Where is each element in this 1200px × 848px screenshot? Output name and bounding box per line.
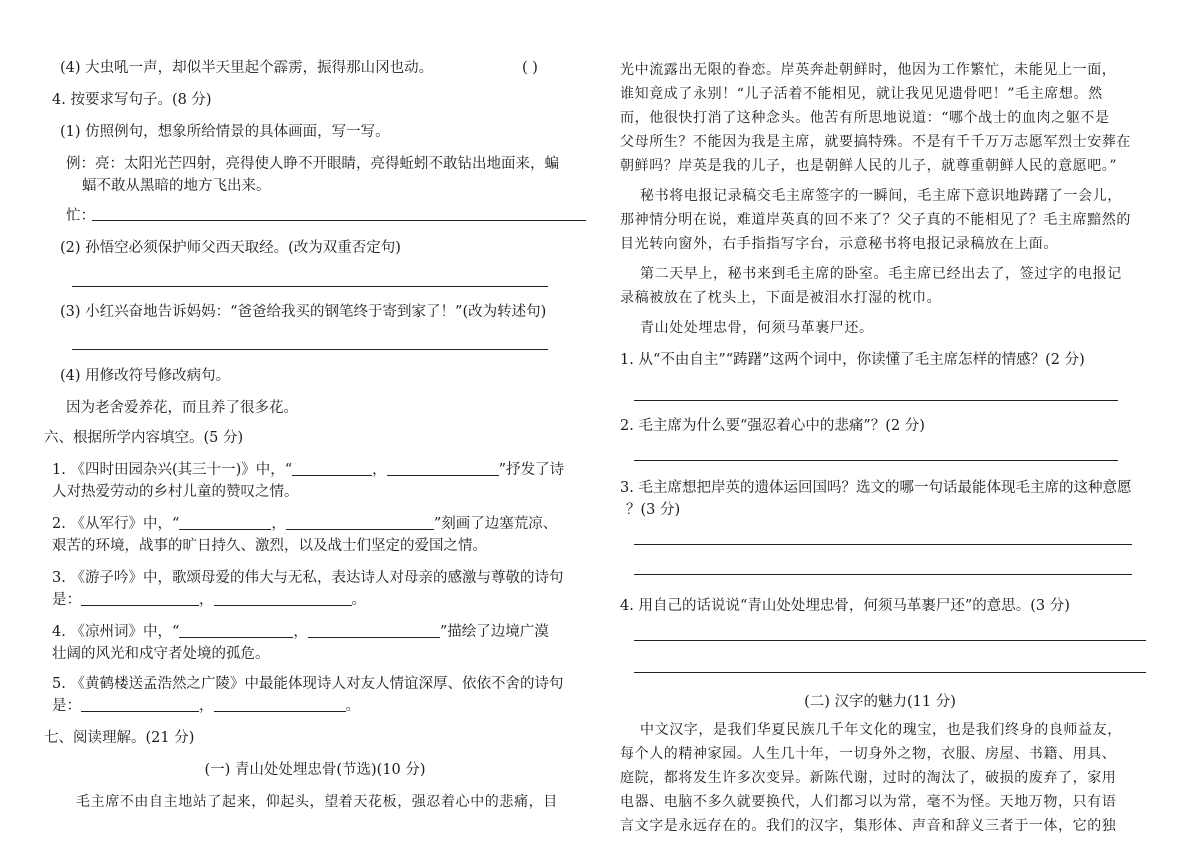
- comma: ，: [199, 592, 214, 608]
- answer-line[interactable]: [92, 220, 586, 221]
- passage-line: 那神情分明在说，难道岸英真的回不来了？父子真的不能相见了？毛主席黯然的: [620, 212, 1131, 228]
- passage-line: 录稿被放在了枕头上，下面是被泪水打湿的枕巾。: [620, 290, 942, 306]
- example-line-2: 蝠不敢从黑暗的地方飞出来。: [82, 178, 271, 194]
- passage-line: 目光转向窗外，右手指指写字台，示意秘书将电报记录稿放在上面。: [620, 236, 1058, 252]
- passage-1-line: 毛主席不由自主地站了起来，仰起头，望着天花板，强忍着心中的悲痛，目: [76, 794, 558, 810]
- fill-4-line-1: [52, 622, 549, 642]
- answer-parentheses[interactable]: ( ): [522, 60, 538, 76]
- question-4-3: (3) 小红兴奋地告诉妈妈：“爸爸给我买的钢笔终于寄到家了！”(改为转述句): [60, 304, 547, 320]
- answer-line[interactable]: [634, 672, 1146, 673]
- passage-line: 电器、电脑不多久就要换代，人们都习以为常，毫不为怪。天地万物，只有语: [620, 794, 1117, 810]
- fill-2-prefix: 2. 《从军行》中，“: [52, 516, 180, 532]
- fill-5-line-1: 5. 《黄鹤楼送孟浩然之广陵》中最能体现诗人对友人情谊深厚、依依不舍的诗句: [52, 676, 564, 692]
- fill-5-line-2: [52, 696, 360, 716]
- fill-4-prefix: 4. 《凉州词》中，“: [52, 624, 180, 640]
- answer-line[interactable]: [634, 574, 1132, 575]
- period: 。: [345, 698, 360, 714]
- fill-blank[interactable]: [286, 515, 434, 530]
- passage-line: 朝鲜吗？岸英是我的儿子，也是朝鲜人民的儿子，就尊重朝鲜人民的意愿吧。”: [620, 158, 1118, 174]
- fill-1-prefix: 1. 《四时田园杂兴(其三十一)》中，“: [52, 462, 293, 478]
- comma: ，: [271, 516, 286, 532]
- reading-question-2: 2. 毛主席为什么要“强忍着心中的悲痛”？(2 分): [620, 418, 925, 434]
- answer-line[interactable]: [72, 286, 548, 287]
- reading-question-4: 4. 用自己的话说说“青山处处埋忠骨，何须马革裹尸还”的意思。(3 分): [620, 598, 1070, 614]
- reading-question-3-cont: ？(3 分): [626, 502, 681, 518]
- fill-blank[interactable]: [81, 591, 199, 606]
- reading-question-3: 3. 毛主席想把岸英的遗体运回国吗？选文的哪一句话最能体现毛主席的这种意愿: [620, 480, 1132, 496]
- example-line-1: 例：亮：太阳光芒四射，亮得使人睁不开眼睛，亮得蚯蚓不敢钻出地面来，蝙: [66, 156, 559, 172]
- fill-2-line-2: 艰苦的环境，战事的旷日持久、激烈，以及战士们坚定的爱国之情。: [52, 538, 487, 554]
- answer-line[interactable]: [634, 400, 1118, 401]
- fill-1-line-2: 人对热爱劳动的乡村儿童的赞叹之情。: [52, 484, 299, 500]
- reading-question-1: 1. 从“不由自主”“踌躇”这两个词中，你读懂了毛主席怎样的情感？(2 分): [620, 352, 1085, 368]
- passage-line: 谁知竟成了永别！“儿子活着不能相见，就让我见见遗骨吧！”毛主席想。然: [620, 86, 1103, 102]
- fill-blank[interactable]: [387, 461, 499, 476]
- fill-4-line-2: 壮阔的风光和戍守者处境的孤危。: [52, 646, 270, 662]
- fill-1-line-1: [52, 460, 564, 480]
- passage-line: 中文汉字，是我们华夏民族几千年文化的瑰宝，也是我们终身的良师益友，: [640, 722, 1122, 738]
- fill-blank[interactable]: [308, 623, 440, 638]
- comma: ，: [199, 698, 214, 714]
- answer-line[interactable]: [634, 640, 1146, 641]
- section-7-title: 七、阅读理解。(21 分): [44, 730, 195, 746]
- fill-2-line-1: [52, 514, 557, 534]
- fill-3-line-2: [52, 590, 366, 610]
- fill-5-prefix: 是：: [52, 698, 81, 714]
- passage-2-title: (二) 汉字的魅力(11 分): [804, 694, 956, 710]
- comma: ，: [372, 462, 387, 478]
- passage-line: 父母所生？不能因为我是主席，就要搞特殊。不是有千千万万志愿军烈士安葬在: [620, 134, 1131, 150]
- question-4-2: (2) 孙悟空必须保护师父西天取经。(改为双重否定句): [60, 240, 401, 256]
- passage-line: 每个人的精神家园。人生几十年，一切身外之物，衣服、房屋、书籍、用具、: [620, 746, 1117, 762]
- fill-1-suffix: ”抒发了诗: [498, 462, 565, 478]
- passage-line: 言文字是永远存在的。我们的汉字，集形体、声音和辞义三者于一体，它的独: [620, 818, 1117, 834]
- passage-line: 秘书将电报记录稿交毛主席签字的一瞬间，毛主席下意识地踌躇了一会儿，: [640, 188, 1122, 204]
- question-3-4: (4) 大虫吼一声，却似半天里起个霹雳，振得那山冈也动。: [60, 60, 434, 76]
- passage-line: 光中流露出无限的眷恋。岸英奔赴朝鲜时，他因为工作繁忙，未能见上一面，: [620, 62, 1117, 78]
- answer-line[interactable]: [72, 349, 548, 350]
- fill-blank[interactable]: [214, 591, 352, 606]
- fill-3-line-1: 3. 《游子吟》中，歌颂母爱的伟大与无私，表达诗人对母亲的感激与尊敬的诗句: [52, 570, 564, 586]
- fill-2-suffix: ”刻画了边塞荒凉、: [433, 516, 558, 532]
- passage-line: 庭院，都将发生许多次变异。新陈代谢，过时的淘汰了，破损的废弃了，家用: [620, 770, 1117, 786]
- passage-line: 第二天早上，秘书来到毛主席的卧室。毛主席已经出去了，签过字的电报记: [640, 266, 1122, 282]
- comma: ，: [293, 624, 308, 640]
- fill-blank[interactable]: [292, 461, 372, 476]
- busy-label: 忙：: [66, 208, 95, 224]
- question-4-1: (1) 仿照例句，想象所给情景的具体画面，写一写。: [60, 124, 390, 140]
- question-4-4: (4) 用修改符号修改病句。: [60, 368, 231, 384]
- faulty-sentence: 因为老舍爱养花，而且养了很多花。: [66, 400, 298, 416]
- passage-1-title: (一) 青山处处埋忠骨(节选)(10 分): [204, 762, 426, 778]
- fill-4-suffix: ”描绘了边境广漠: [439, 624, 549, 640]
- section-6-title: 六、根据所学内容填空。(5 分): [44, 430, 244, 446]
- fill-blank[interactable]: [81, 697, 199, 712]
- fill-blank[interactable]: [214, 697, 346, 712]
- period: 。: [351, 592, 366, 608]
- question-4-title: 4. 按要求写句子。(8 分): [52, 92, 212, 108]
- answer-line[interactable]: [634, 460, 1118, 461]
- fill-blank[interactable]: [179, 623, 293, 638]
- passage-line: 而，他很快打消了这种念头。他苦有所思地说道：“哪个战士的血肉之躯不是: [620, 110, 1110, 126]
- answer-line[interactable]: [634, 544, 1132, 545]
- fill-blank[interactable]: [179, 515, 271, 530]
- passage-line: 青山处处埋忠骨，何须马革裹尸还。: [640, 320, 874, 336]
- fill-3-prefix: 是：: [52, 592, 81, 608]
